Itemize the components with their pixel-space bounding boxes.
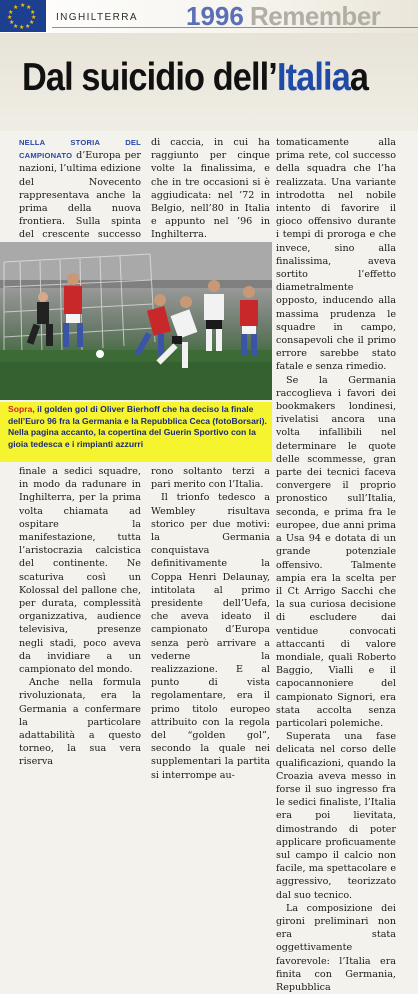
caption-lead: Sopra, xyxy=(8,404,35,414)
article-lead-in: NELLA STORIA DEL CAMPIONATO xyxy=(19,138,141,161)
article-headline xyxy=(22,56,368,100)
article-paragraph: Se la Germania raccoglieva i favori dei bookmakers londinesi, rivelatisi ancora una volta infallibili nel determinare le quote delle scommesse, gran parte dei tecnici faceva convergere il proprio pronostico sull’Italia, seconda, e prima fra le europee, due anni prima a Usa 94 e dotata di un grande potenziale offensivo. Talmente ampia era la scelta per il Ct Arrigo Sacchi che la sua curiosa decisione di escludere dai ventidue convocati attaccanti di valore mondiale, quali Roberto Baggio, Vialli e il capocannoniere del campionato Signori, era stata accolta senza particolari polemiche. xyxy=(276,374,396,729)
headline-trail: a xyxy=(349,56,369,99)
headline-text: Dal suicidio dell’ xyxy=(22,56,277,99)
article-paragraph: Il trionfo tedesco a Wembley risultava storico per due motivi: la Germania conquistava definitivamente la Coppa Henri Delaunay, intitolata al primo presidente dell’Uefa, che aveva ideato il campionato d’Europa senza però arrivare a vederne la realizzazione. E al punto di vista regolamentare, era il primo titolo europeo attribuito con la regola del “golden gol”, secondo la quale nei supplementari la partita si interrompe au- xyxy=(151,492,270,781)
caption-text: il golden gol di Oliver Bierhoff che ha deciso la finale dell’Euro 96 fra la Germania e la Repubblica Ceca (fotoBorsari). Nella pagina accanto, la copertina del Guerin Sportivo con la gioia tedesca e i rimpianti azzurri xyxy=(8,404,267,449)
article-paragraph: Anche nella formula rivoluzionata, era la Germania a confermare la particolare adattabilità a questo torneo, la sua vera riserva xyxy=(19,677,141,768)
column-3 xyxy=(276,136,396,994)
article-paragraph: Superata una fase delicata nel corso delle qualificazioni, quando la Croazia aveva messo in forse il suo ingresso fra le sedici finaliste, l’Italia era poi lievitata, dimostrando di poter applicare proficuamente sul campo il calcio non facile, ma spettacolare e aggressivo, teorizzato dal suo tecnico. xyxy=(276,731,396,901)
article-paragraph: rono soltanto terzi a pari merito con l’Italia. xyxy=(151,466,270,491)
column-1-bottom xyxy=(19,465,141,769)
article-paragraph: La composizione dei gironi preliminari non era stata oggettivamente favorevole: l’Italia era finita con Germania, Repubblica xyxy=(276,902,396,993)
section-label: INGHILTERRA xyxy=(56,12,138,23)
header-year: 1996 xyxy=(186,1,244,31)
header-title-word: Remember xyxy=(250,1,381,31)
headline-accent: Italia xyxy=(276,56,350,99)
match-photo-illustration xyxy=(0,242,272,400)
match-photo xyxy=(0,242,272,400)
article-paragraph: di caccia, in cui ha raggiunto per cinque volte la finalissima, e che in tre occasioni si è aggiudicata: nel ’72 in Belgio, nell’80 in Italia e appunto nel ’96 in Inghilterra. xyxy=(151,137,270,241)
article-paragraph: finale a sedici squadre, in modo da radunare in Inghilterra, per la prima volta chiamata ad ospitare la manifestazione, tutta l’aristocrazia calcistica del continente. Ne scaturiva così un Kolossal del pallone che, per durata, complessità organizzativa, audience televisiva, presenze negli stadi, poco aveva da invidiare a un campionato del mondo. xyxy=(19,466,141,676)
article-paragraph: tomaticamente alla prima rete, col successo della squadra che l’ha realizzata. Una variante introdotta nel nobile intento di favorire il gioco offensivo durante i tempi di proroga e che invece, sino alla finalissima, aveva sortito l’effetto diametralmente opposto, inducendo alla massima prudenza le squadre in campo, consapevoli che il primo errore sarebbe stato fatale e senza rimedio. xyxy=(276,137,396,373)
eu-flag-icon: ★ ★ ★ ★ ★ ★ ★ ★ ★ ★ ★ ★ xyxy=(0,0,46,32)
photo-caption xyxy=(0,402,272,462)
article-paragraph: d’Europa per nazioni, l’ultima edizione del Novecento rappresentava anche la prima della nuova frontiera. Sulla spinta del crescente successo xyxy=(19,150,141,241)
column-2-bottom xyxy=(151,465,270,782)
